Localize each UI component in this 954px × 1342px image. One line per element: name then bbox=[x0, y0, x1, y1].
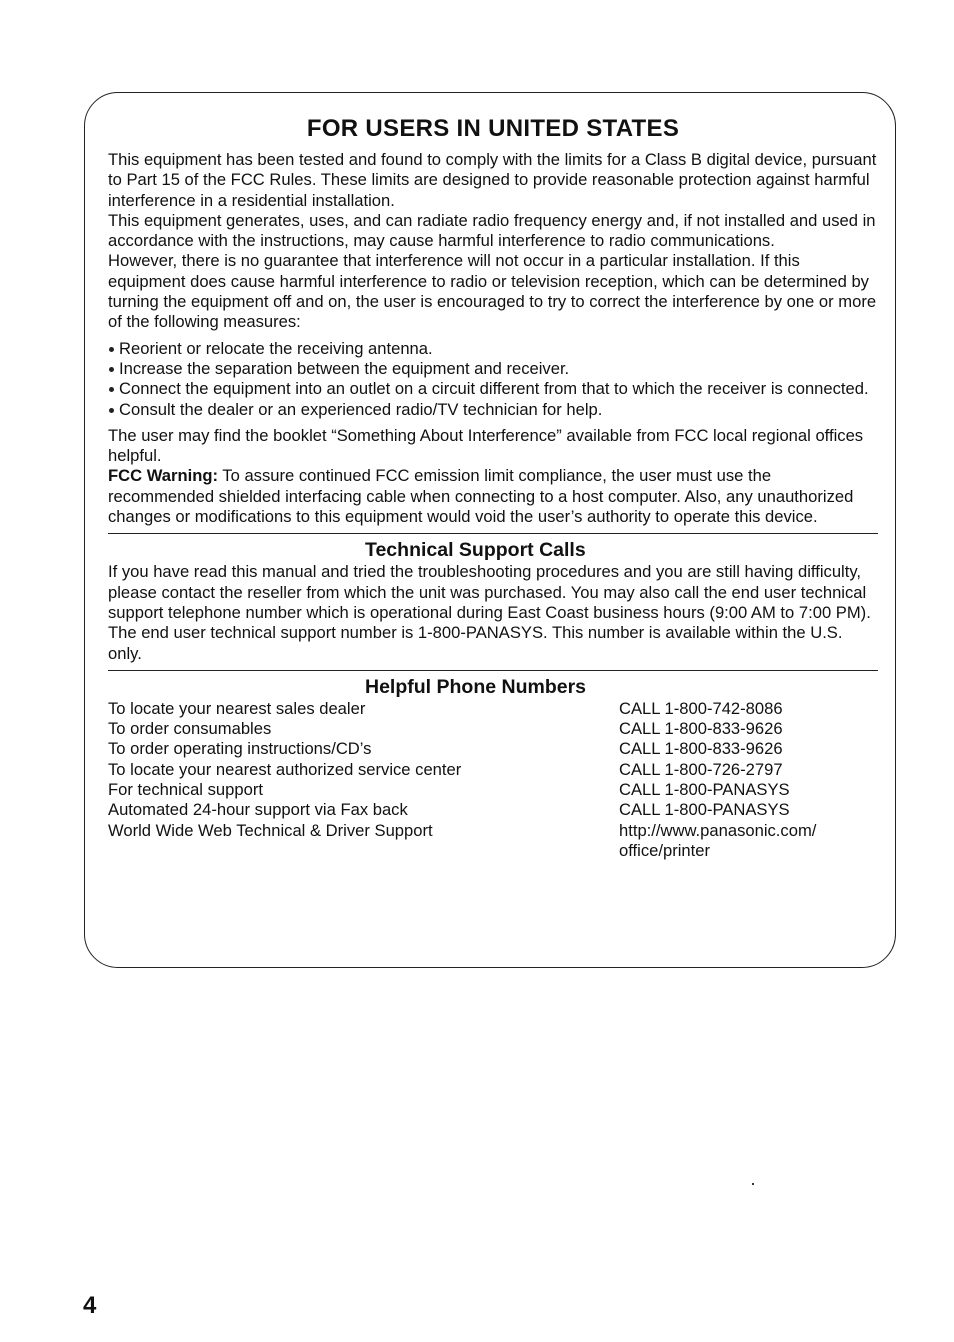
fcc-paragraph-1: This equipment has been tested and found to comply with the limits for a Class B digital device, pursuant to Part 15 of the FCC Rules. These limits are designed to provide reasonable protection against harmful interference in a residential installation. bbox=[108, 150, 877, 210]
scan-speck bbox=[752, 1183, 754, 1185]
measures-list bbox=[108, 339, 878, 420]
section-divider bbox=[108, 670, 878, 671]
phone-label: To order consumables bbox=[108, 719, 272, 739]
phone-label: To locate your nearest sales dealer bbox=[108, 698, 366, 718]
notice-content bbox=[108, 114, 878, 861]
phone-label: Automated 24-hour support via Fax back bbox=[108, 800, 408, 820]
page-number: 4 bbox=[83, 1292, 97, 1319]
phone-label: World Wide Web Technical & Driver Support bbox=[108, 820, 433, 840]
phone-numbers-title: Helpful Phone Numbers bbox=[365, 675, 587, 698]
fcc-warning-text: To assure continued FCC emission limit compliance, the user must use the recommended shielded interfacing cable when connecting to a host computer. Also, any unauthorized changes or modifications to this equipment would void the user’s authority to operate this device. bbox=[108, 466, 854, 527]
fcc-paragraph-2: This equipment generates, uses, and can radiate radio frequency energy and, if not installed and used in accordance with the instructions, may cause harmful interference to radio communications. bbox=[108, 210, 876, 251]
phone-value: CALL 1-800-742-8086 bbox=[619, 698, 783, 718]
table-row bbox=[108, 719, 878, 739]
phone-label: To locate your nearest authorized service center bbox=[108, 759, 462, 779]
phone-value: CALL 1-800-726-2797 bbox=[619, 759, 783, 779]
phone-label: To order operating instructions/CD’s bbox=[108, 739, 372, 759]
page-title: FOR USERS IN UNITED STATES bbox=[306, 115, 680, 142]
url-line-1[interactable]: http://www.panasonic.com/ bbox=[619, 820, 817, 840]
table-row bbox=[108, 739, 878, 759]
table-row bbox=[108, 821, 878, 862]
web-support-url[interactable] bbox=[619, 821, 878, 862]
list-item: Increase the separation between the equipment and receiver. bbox=[108, 359, 878, 379]
phone-numbers-table bbox=[108, 699, 878, 861]
fcc-warning bbox=[108, 466, 878, 527]
fcc-paragraph-3: However, there is no guarantee that interference will not occur in a particular installation. If this equipment does cause harmful interference to radio or television reception, which can be determined by bbox=[108, 251, 869, 291]
tech-support-text: If you have read this manual and tried the troubleshooting procedures and you are still having difficulty, please contact the reseller from which the unit was purchased. You may also call the end user technical support telephone number which is operational during East Coast business hours (9:00 AM to 7:00 PM). The end user technical support number is 1-800-PANASYS. This number is available within the U.S. only. bbox=[108, 562, 871, 663]
tech-support-title: Technical Support Calls bbox=[365, 539, 586, 562]
section-divider bbox=[108, 533, 878, 534]
list-item: Reorient or relocate the receiving antenna. bbox=[108, 339, 878, 359]
fcc-paragraph-5: The user may find the booklet “Something About Interference” available from FCC local regional offices helpful. bbox=[108, 425, 864, 466]
list-item: Connect the equipment into an outlet on a circuit different from that to which the receiver is connected. bbox=[108, 379, 878, 399]
table-row bbox=[108, 780, 878, 800]
url-line-2[interactable]: office/printer bbox=[619, 840, 711, 860]
phone-value: CALL 1-800-833-9626 bbox=[619, 719, 783, 739]
table-row bbox=[108, 760, 878, 780]
phone-label: For technical support bbox=[108, 780, 263, 800]
table-row bbox=[108, 800, 878, 820]
list-item: Consult the dealer or an experienced radio/TV technician for help. bbox=[108, 400, 878, 420]
table-row bbox=[108, 699, 878, 719]
fcc-warning-label: FCC Warning: bbox=[108, 466, 218, 486]
phone-value: CALL 1-800-833-9626 bbox=[619, 739, 783, 759]
phone-value: CALL 1-800-PANASYS bbox=[619, 780, 790, 800]
phone-value: CALL 1-800-PANASYS bbox=[619, 800, 790, 820]
fcc-paragraph-4: turning the equipment off and on, the user is encouraged to try to correct the interference by one or more of the following measures: bbox=[108, 292, 877, 332]
